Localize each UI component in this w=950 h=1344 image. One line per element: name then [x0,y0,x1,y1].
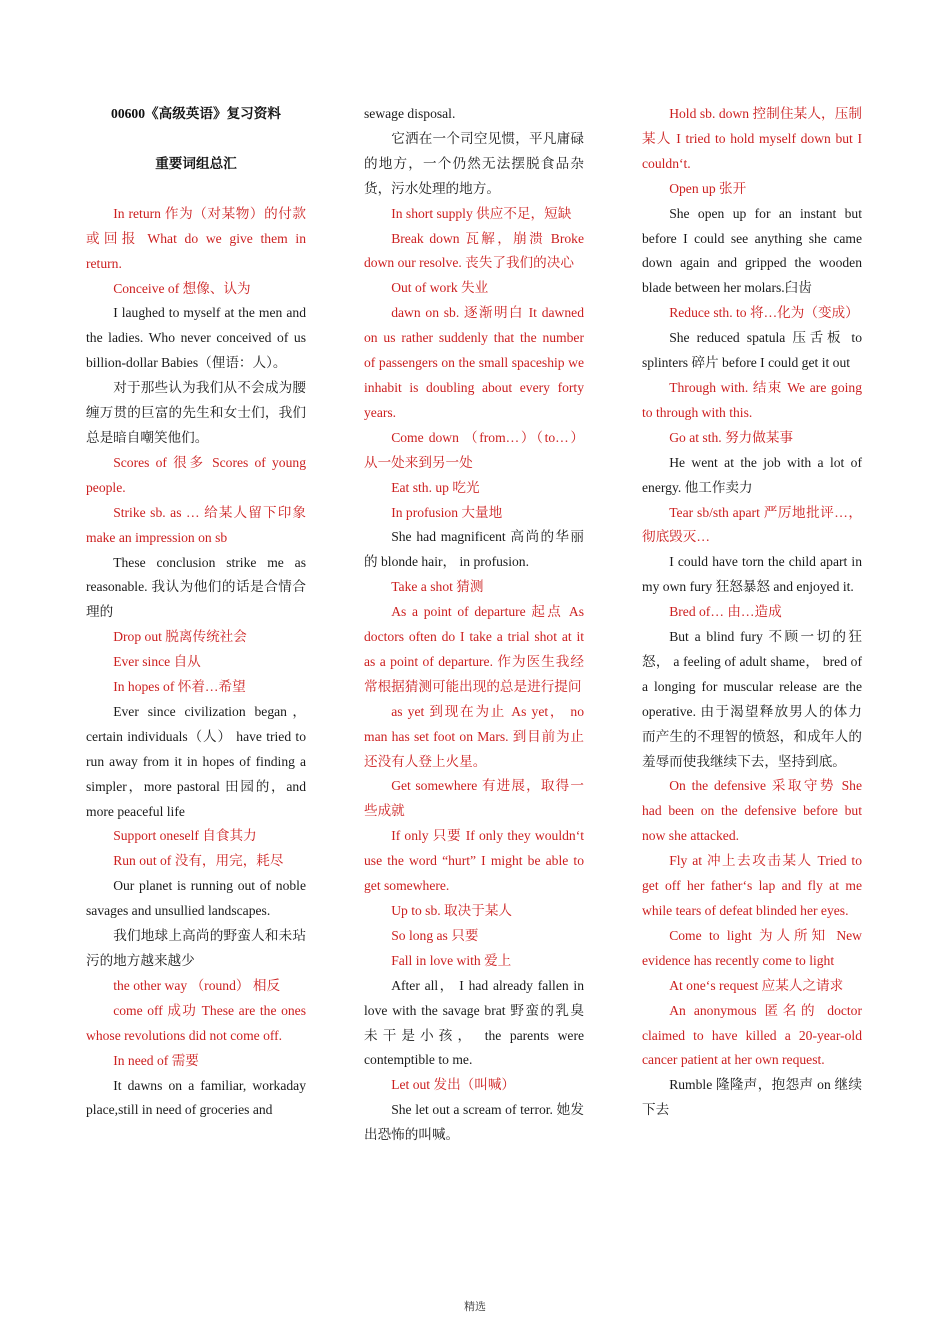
phrase-entry: As a point of departure 起点 As doctors often do I take a trial shot at it as a point of departure. 作为医生我经常根据猜测可能出现的总是进行提问 [364,604,584,694]
phrase-heading: Eat sth. up 吃光 [391,479,480,495]
example-paragraph: He went at the job with a lot of energy. 他工作卖力 [642,454,862,495]
phrase-entry: On the defensive 采取守势 She had been on the defensive before but now she attacked. [642,778,862,844]
example-paragraph: She open up for an instant but before I could see anything she came down again and gripped the wooden blade between her molars.臼齿 [642,205,862,296]
phrase-entry: come off 成功 These are the ones whose revolutions did not come off. [86,1002,306,1043]
phrase-entry: If only 只要 If only they wouldn‘t use the word “hurt” I might be able to get somewhere. [364,828,584,894]
section-heading: 重要词组总汇 [155,155,237,171]
example-paragraph: These conclusion strike me as reasonable. 我认为他们的话是合情合理的 [86,554,306,620]
phrase-heading: Tear sb/sth apart 严厉地批评…，彻底毁灭… [642,504,862,545]
phrase-entry: Hold sb. down 控制住某人，压制某人 I tried to hold myself down but I couldn‘t. [642,106,862,171]
column-2 [364,102,584,1148]
phrase-heading: Get somewhere 有进展，取得一些成就 [364,778,584,819]
phrase-heading: So long as 只要 [391,927,479,943]
phrase-heading: Run out of 没有，用完，耗尽 [113,853,284,869]
phrase-heading: Reduce sth. to 将…化为（变成） [669,305,859,321]
example-paragraph: I laughed to myself at the men and the ladies. Who never conceived of us billion-dollar Babies（俚语：人）。 [86,305,306,371]
phrase-heading: In profusion 大量地 [391,504,503,520]
example-paragraph: But a blind fury 不顾一切的狂怒， a feeling of adult shame， bred of a longing for muscular release are the operative. 由于渴望释放男人的体力而产生的不理智的愤怒，和成年人的羞辱而使我继续下去，坚持到底。 [642,629,862,769]
phrase-entry: Scores of 很多 Scores of young people. [86,454,306,495]
example-paragraph: After all， I had already fallen in love with the savage brat 野蛮的乳臭未干是小孩， the parents were contemptible to me. [364,977,584,1068]
phrase-heading: Let out 发出（叫喊） [391,1077,516,1093]
phrase-heading: Support oneself 自食其力 [113,828,257,844]
phrase-heading: In short supply 供应不足，短缺 [391,205,572,221]
phrase-heading: Drop out 脱离传统社会 [113,629,247,645]
phrase-heading: Go at sth. 努力做某事 [669,429,794,445]
example-paragraph: I could have torn the child apart in my own fury 狂怒暴怒 and enjoyed it. [642,554,862,595]
translation-paragraph: 它洒在一个司空见惯，平凡庸碌的地方，一个仍然无法摆脱食品杂货，污水处理的地方。 [364,130,584,196]
phrase-entry: Break down 瓦解，崩溃 Broke down our resolve. 丧失了我们的决心 [364,230,584,271]
example-paragraph: She reduced spatula 压舌板 to splinters 碎片 before I could get it out [642,330,862,371]
phrase-heading: Conceive of 想像、认为 [113,280,251,296]
example-paragraph: It dawns on a familiar, workaday place,still in need of groceries and [86,1077,306,1118]
example-paragraph: She had magnificent 高尚的华丽的 blonde hair， in profusion. [364,529,584,570]
column-3 [642,102,862,1123]
translation-paragraph: 我们地球上高尚的野蛮人和未玷污的地方越来越少 [86,928,306,968]
phrase-heading: Out of work 失业 [391,280,489,296]
phrase-entry: In return 作为（对某物）的付款或回报 What do we give them in return. [86,205,306,271]
phrase-entry: dawn on sb. 逐渐明白 It dawned on us rather suddenly that the number of passengers on the small spaceship we inhabit is doubling about every forty years. [364,305,584,420]
phrase-heading: Up to sb. 取决于某人 [391,903,513,918]
phrase-entry: An anonymous 匿名的 doctor claimed to have killed a 20-year-old cancer patient at her own request. [642,1002,862,1068]
page-footer: 精选 [464,1301,486,1313]
phrase-heading: Ever since 自从 [113,654,201,670]
phrase-entry: Strike sb. as … 给某人留下印象 make an impression on sb [86,504,306,545]
document-title: 00600《高级英语》复习资料 [111,106,281,121]
phrase-heading: Take a shot 猜测 [391,579,484,595]
phrase-entry: Through with. 结束 We are going to through with this. [642,379,862,420]
translation-paragraph: 对于那些认为我们从不会成为腰缠万贯的巨富的先生和女士们，我们总是暗自嘲笑他们。 [86,380,306,445]
phrase-heading: Open up 张开 [669,180,747,196]
phrase-heading: Bred of… 由…造成 [669,604,782,620]
phrase-entry: Rumble 隆隆声，抱怨声 on 继续下去 [642,1077,862,1118]
column-1 [86,102,306,1123]
phrase-heading: Come down （from…）（to…） 从一处来到另一处 [364,429,584,470]
example-paragraph: Ever since civilization began，certain individuals（人） have tried to run away from it in hopes of finding a simpler，more pastoral 田园的，and more peaceful life [86,703,306,819]
phrase-heading: In hopes of 怀着…希望 [113,679,246,695]
phrase-heading: Fall in love with 爱上 [391,952,512,968]
phrase-entry: Come to light 为人所知 New evidence has recently come to light [642,927,862,968]
phrase-entry: Fly at 冲上去攻击某人 Tried to get off her father‘s lap and fly at me while tears of defeat blinded her eyes. [642,853,862,918]
phrase-heading: At one‘s request 应某人之请求 [669,977,844,993]
continued-paragraph: sewage disposal. [364,106,456,121]
phrase-entry: as yet 到现在为止 As yet， no man has set foot on Mars. 到目前为止还没有人登上火星。 [364,703,584,769]
phrase-heading: the other way （round） 相反 [113,977,281,993]
example-paragraph: She let out a scream of terror. 她发出恐怖的叫喊。 [364,1102,584,1143]
phrase-heading: In need of 需要 [113,1052,199,1068]
example-paragraph: Our planet is running out of noble savages and unsullied landscapes. [86,878,306,919]
